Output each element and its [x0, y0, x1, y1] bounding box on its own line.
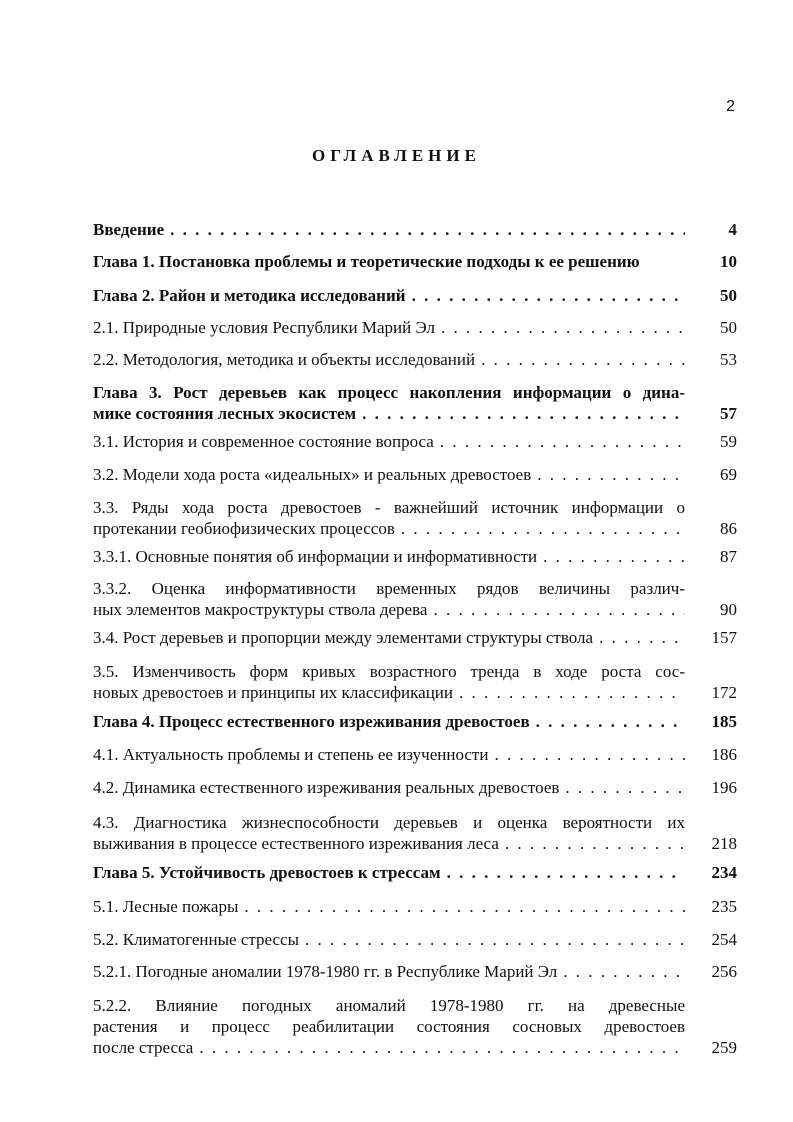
toc-leader-dots [433, 599, 685, 620]
toc-entry-page: 50 [720, 318, 737, 337]
toc-entry[interactable] [93, 961, 737, 982]
toc-leader-dots [459, 682, 685, 703]
toc-entry-page: 57 [720, 404, 737, 423]
toc-entry[interactable] [93, 777, 737, 798]
toc-leader-dots [565, 777, 685, 798]
toc-leader-dots [440, 431, 685, 452]
toc-entry-title: 3.4. Рост деревьев и пропорции между элементами структуры ствола [93, 628, 594, 647]
page-title: ОГЛАВЛЕНИЕ [312, 146, 481, 165]
toc-leader-dots [543, 546, 685, 567]
toc-entry[interactable] [93, 431, 737, 452]
toc-entry[interactable] [93, 661, 737, 703]
toc-entry-title: выживания в процессе естественного изреживания леса [93, 834, 499, 853]
toc-entry-title-line: Глава 3. Рост деревьев как процесс накопления информации о дина- [93, 383, 685, 402]
toc-entry-title: мике состояния лесных экосистем [93, 404, 357, 423]
toc-entry-title-line: растения и процесс реабилитации состояния сосновых древостоев [93, 1017, 685, 1036]
toc-entry-title: протекании геобиофизических процессов [93, 519, 395, 538]
toc-entry[interactable] [93, 995, 737, 1058]
toc-entry[interactable] [93, 578, 737, 620]
toc-entry-title: новых древостоев и принципы их классификации [93, 683, 453, 702]
toc-entry-page: 10 [720, 252, 737, 271]
toc-entry-title-line: 3.3. Ряды хода роста древостоев - важнейший источник информации о [93, 498, 685, 517]
toc-entry-page: 185 [711, 712, 737, 731]
toc-entry-page: 50 [720, 286, 737, 305]
toc-entry[interactable] [93, 285, 737, 306]
toc-entry-title: 4.2. Динамика естественного изреживания реальных древостоев [93, 778, 560, 797]
toc-entry-page: 69 [720, 465, 737, 484]
toc-entry[interactable] [93, 929, 737, 950]
toc-entry-page: 157 [711, 628, 737, 647]
toc-entry[interactable] [93, 382, 737, 424]
toc-entry-title: 4.1. Актуальность проблемы и степень ее изученности [93, 745, 489, 764]
toc-leader-dots [362, 403, 685, 424]
toc-entry-title: Введение [93, 220, 165, 239]
toc-entry-page: 256 [711, 962, 737, 981]
toc-entry-page: 234 [711, 863, 737, 882]
toc-leader-dots [305, 929, 685, 950]
toc-entry-title: 2.2. Методология, методика и объекты исследований [93, 350, 476, 369]
toc-entry-title: 3.3.1. Основные понятия об информации и информативности [93, 547, 538, 566]
toc-entry-page: 87 [720, 547, 737, 566]
toc-leader-dots [447, 862, 685, 883]
toc-entry-title: ных элементов макроструктуры ствола дерева [93, 600, 428, 619]
toc-entry-title: 3.2. Модели хода роста «идеальных» и реальных древостоев [93, 465, 532, 484]
toc-entry-title: 2.1. Природные условия Республики Марий Эл [93, 318, 435, 337]
toc-entry-page: 59 [720, 432, 737, 451]
toc-entry-page: 235 [711, 897, 737, 916]
toc-entry-page: 259 [711, 1038, 737, 1057]
page-number: 2 [726, 98, 735, 115]
toc-entry-page: 4 [728, 220, 737, 239]
toc-entry[interactable] [93, 219, 737, 240]
toc-entry[interactable] [93, 896, 737, 917]
toc-entry[interactable] [93, 812, 737, 854]
toc-entry-title: 5.2.1. Погодные аномалии 1978-1980 гг. в Республике Марий Эл [93, 962, 558, 981]
toc-leader-dots [536, 711, 685, 732]
toc-leader-dots [199, 1037, 685, 1058]
toc-entry-title: Глава 4. Процесс естественного изреживания древостоев [93, 712, 530, 731]
toc-entry[interactable] [93, 497, 737, 539]
toc-leader-dots [401, 518, 685, 539]
toc-entry-title: 3.1. История и современное состояние вопроса [93, 432, 434, 451]
toc-entry-page: 86 [720, 519, 737, 538]
toc-entry[interactable] [93, 862, 737, 883]
toc-entry[interactable] [93, 317, 737, 338]
toc-leader-dots [505, 833, 685, 854]
toc-entry-title: Глава 2. Район и методика исследований [93, 286, 406, 305]
toc-entry-title: 5.2. Климатогенные стрессы [93, 930, 299, 949]
toc-leader-dots [170, 219, 685, 240]
toc-entry-page: 172 [711, 683, 737, 702]
toc-entry-title-line: 5.2.2. Влияние погодных аномалий 1978-1980 гг. на древесные [93, 996, 685, 1015]
toc-leader-dots [563, 961, 685, 982]
toc-entry-title-line: 3.3.2. Оценка информативности временных рядов величины различ- [93, 579, 685, 598]
toc-entry[interactable] [93, 744, 737, 765]
toc-entry-title: после стресса [93, 1038, 194, 1057]
toc-entry-page: 254 [711, 930, 737, 949]
toc-entry-title: 5.1. Лесные пожары [93, 897, 239, 916]
toc-entry[interactable] [93, 627, 737, 648]
toc-entry[interactable] [93, 349, 737, 370]
toc-entry-title: Глава 5. Устойчивость древостоев к стрессам [93, 863, 441, 882]
toc-leader-dots [494, 744, 685, 765]
toc-entry[interactable] [93, 711, 737, 732]
toc-leader-dots [481, 349, 685, 370]
toc-entry-page: 196 [711, 778, 737, 797]
toc-entry-page: 218 [711, 834, 737, 853]
toc-leader-dots [244, 896, 685, 917]
toc-entry[interactable] [93, 251, 737, 272]
toc-entry[interactable] [93, 464, 737, 485]
toc-entry-title-line: 3.5. Изменчивость форм кривых возрастного тренда в ходе роста сос- [93, 662, 685, 681]
toc-entry-page: 186 [711, 745, 737, 764]
toc-entry-page: 90 [720, 600, 737, 619]
toc-leader-dots [412, 285, 685, 306]
toc-entry[interactable] [93, 546, 737, 567]
toc-leader-dots [537, 464, 685, 485]
toc-entry-page: 53 [720, 350, 737, 369]
toc-entry-title: Глава 1. Постановка проблемы и теоретические подходы к ее решению [93, 252, 640, 271]
toc-leader-dots [441, 317, 685, 338]
toc-leader-dots [599, 627, 685, 648]
toc-entry-title-line: 4.3. Диагностика жизнеспособности деревьев и оценка вероятности их [93, 813, 685, 832]
